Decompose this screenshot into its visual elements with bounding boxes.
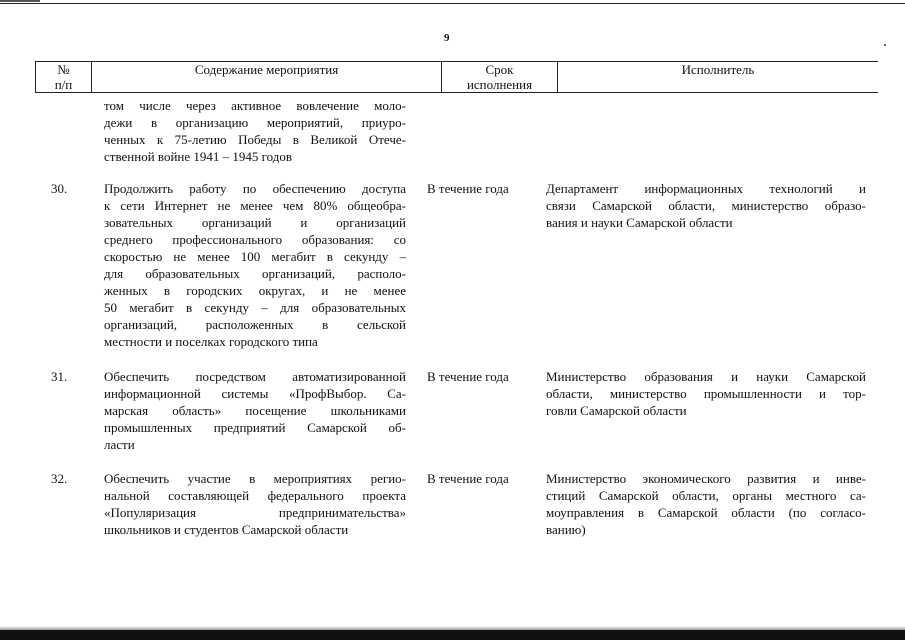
header-term-line2: исполнения: [466, 77, 533, 92]
scan-bottom-edge: [0, 630, 905, 640]
content-line: 50 мегабит в секунду – для образовательных: [104, 300, 406, 315]
executor-line: стиций Самарской области, органы местного са-: [546, 488, 866, 503]
content-line: ственной войне 1941 – 1945 годов: [104, 149, 293, 164]
row-term: В течение года: [427, 471, 509, 486]
executor-line: вания и науки Самарской области: [546, 215, 733, 230]
content-line: местности и поселках городского типа: [104, 334, 318, 349]
content-line: скоростью не менее 100 мегабит в секунду –: [104, 249, 406, 264]
content-line: марская область» посещение школьниками: [104, 403, 406, 418]
header-num-line2: п/п: [54, 77, 73, 92]
header-executor-cell: [558, 62, 879, 93]
content-line: организаций, расположенных в сельской: [104, 317, 406, 332]
content-line: ченных к 75-летию Победы в Великой Отече-: [104, 132, 406, 147]
continuation-content: [104, 97, 406, 165]
header-term-cell: [442, 62, 558, 93]
executor-line: связи Самарской области, министерство образо-: [546, 198, 866, 213]
row-number: 30.: [51, 181, 68, 196]
scan-top-rule: [0, 3, 905, 4]
header-term-line1: Срок: [485, 62, 514, 77]
content-line: Обеспечить участие в мероприятиях регио-: [104, 471, 406, 486]
header-num-cell: [36, 62, 92, 93]
scan-edge-mark: [0, 0, 40, 2]
executor-line: Департамент информационных технологий и: [546, 181, 866, 196]
table-header: [35, 61, 878, 93]
row-number: 32.: [51, 471, 68, 486]
executor-line: говли Самарской области: [546, 403, 687, 418]
row-number: 31.: [51, 369, 68, 384]
header-num-line1: №: [57, 62, 70, 77]
content-line: ласти: [104, 437, 135, 452]
row-term: В течение года: [427, 369, 509, 384]
content-line: том числе через активное вовлечение моло-: [104, 98, 406, 113]
content-line: школьников и студентов Самарской области: [104, 522, 349, 537]
executor-line: Министерство образования и науки Самарской: [546, 369, 866, 384]
executor-line: моуправления в Самарской области (по согласо-: [546, 505, 866, 520]
row-content: [104, 180, 406, 350]
content-line: Продолжить работу по обеспечению доступа: [104, 181, 406, 196]
row-term: В течение года: [427, 181, 509, 196]
header-content-cell: [92, 62, 442, 93]
row-executor: [546, 180, 866, 231]
executor-line: области, министерство промышленности и тор-: [546, 386, 866, 401]
content-line: «Популяризация предпринимательства»: [104, 505, 406, 520]
content-line: промышленных предприятий Самарской об-: [104, 420, 406, 435]
content-line: информационной системы «ПрофВыбор. Са-: [104, 386, 406, 401]
row-content: [104, 368, 406, 453]
content-line: женных в городских округах, и не менее: [104, 283, 406, 298]
row-content: [104, 470, 406, 538]
content-line: дежи в организацию мероприятий, приуро-: [104, 115, 406, 130]
executor-line: Министерство экономического развития и инве-: [546, 471, 866, 486]
scan-speck: [884, 44, 886, 46]
executor-line: ванию): [546, 522, 586, 537]
header-content-label: Содержание мероприятия: [194, 62, 339, 77]
content-line: зовательных организаций и организаций: [104, 215, 406, 230]
content-line: нальной составляющей федерального проекта: [104, 488, 406, 503]
header-executor-label: Исполнитель: [681, 62, 755, 77]
content-line: для образовательных организаций, располо-: [104, 266, 406, 281]
row-executor: [546, 470, 866, 538]
content-line: Обеспечить посредством автоматизированной: [104, 369, 406, 384]
content-line: среднего профессионального образования: со: [104, 232, 406, 247]
content-line: к сети Интернет не менее чем 80% общеобра-: [104, 198, 406, 213]
row-executor: [546, 368, 866, 419]
page-number: 9: [444, 32, 450, 44]
